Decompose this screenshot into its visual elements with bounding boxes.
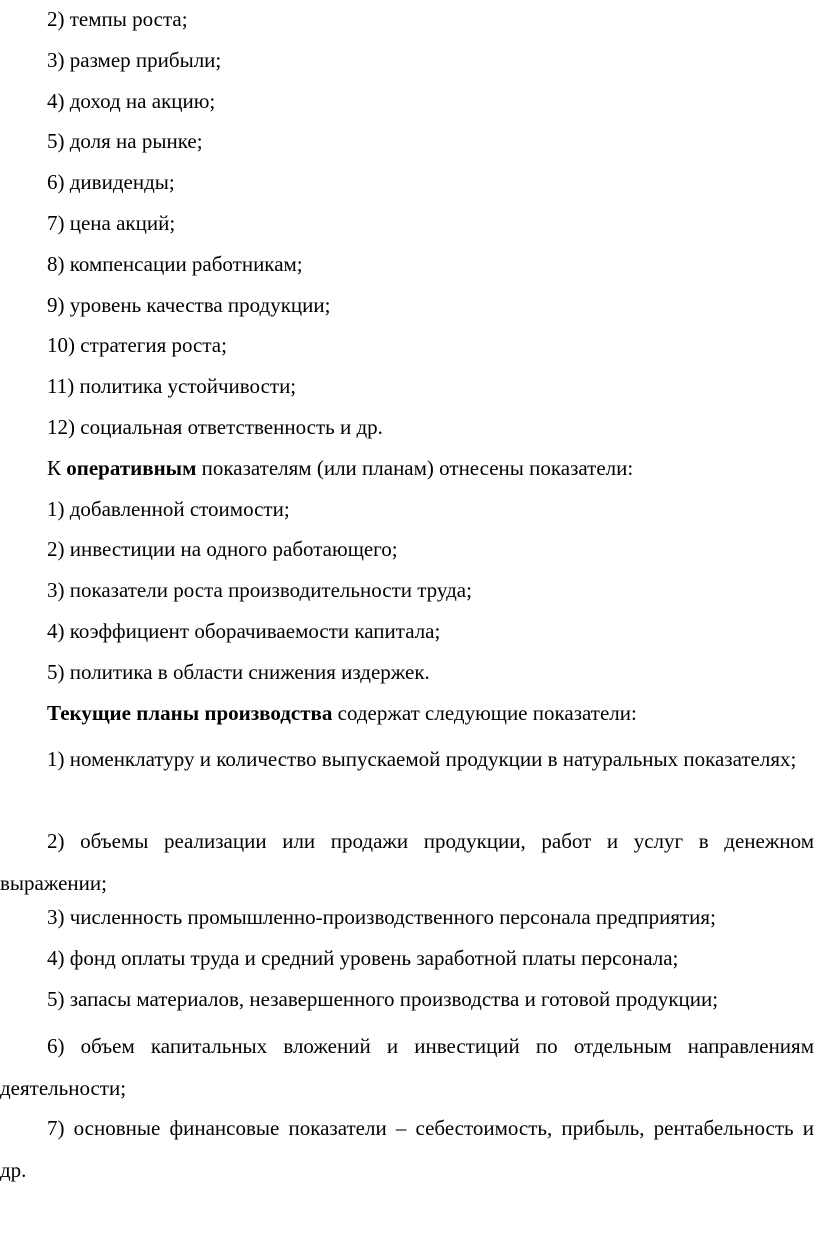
current-plans-intro [0, 698, 816, 739]
list-item: 2) инвестиции на одного работающего; [47, 537, 398, 562]
list-item: 3) показатели роста производительности труда; [47, 578, 472, 603]
list-item: 5) политика в области снижения издержек. [47, 659, 430, 684]
list-item: 10) стратегия роста; [47, 333, 227, 358]
list-item: 1) добавленной стоимости; [47, 496, 290, 521]
current-plans-suffix: содержат следующие показатели: [332, 700, 637, 725]
list-item: 6) дивиденды; [47, 170, 175, 195]
list-item: 5) доля на рынке; [47, 129, 203, 154]
list-item: 4) фонд оплаты труда и средний уровень заработной платы персонала; [47, 946, 679, 971]
list-item: 3) размер прибыли; [47, 47, 222, 72]
list-item: 3) численность промышленно-производственного персонала предприятия; [47, 905, 716, 930]
list-item: 2) объемы реализации или продажи продукции, работ и услуг в денежном выражении; [0, 829, 814, 896]
list-item: 8) компенсации работникам; [47, 251, 303, 276]
list-item: 12) социальная ответственность и др. [47, 414, 383, 439]
list-item: 6) объем капитальных вложений и инвестиций по отдельным направлениям деятельности; [0, 1033, 814, 1100]
list-item: 5) запасы материалов, незавершенного производства и готовой продукции; [47, 986, 719, 1011]
current-plans-bold-term: Текущие планы производства [47, 700, 333, 725]
list-item: 7) основные финансовые показатели – себестоимость, прибыль, рентабельность и др. [0, 1115, 814, 1182]
list-item: 7) цена акций; [47, 210, 176, 235]
operative-intro [0, 453, 816, 494]
list-item: 9) уровень качества продукции; [47, 292, 331, 317]
operative-prefix: К [47, 455, 67, 480]
list-item: 1) номенклатуру и количество выпускаемой продукции в натуральных показателях; [47, 747, 797, 772]
list-item: 2) темпы роста; [47, 7, 188, 31]
list-item: 4) доход на акцию; [47, 88, 216, 113]
operative-suffix: показателям (или планам) отнесены показатели: [196, 455, 634, 480]
list-item: 11) политика устойчивости; [47, 374, 297, 399]
operative-bold-term: оперативным [66, 455, 197, 480]
list-item: 4) коэффициент оборачиваемости капитала; [47, 618, 441, 643]
